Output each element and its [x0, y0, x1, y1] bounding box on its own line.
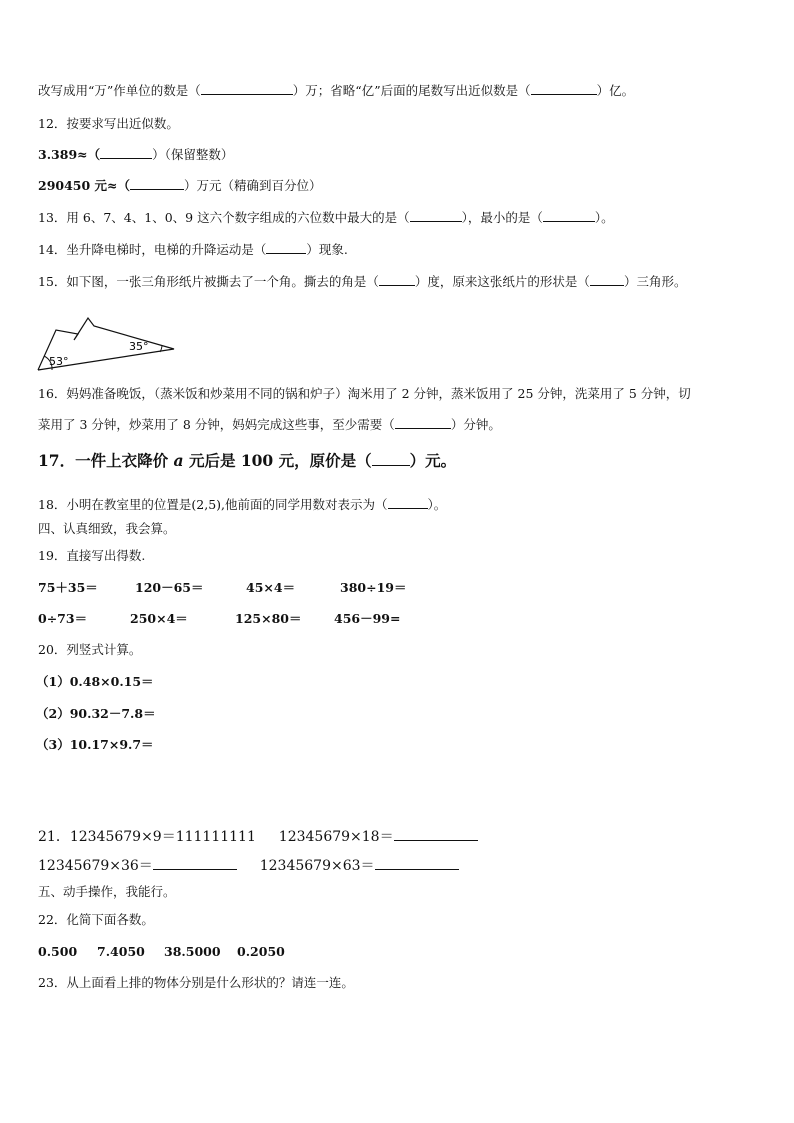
q13: 13．用 6、7、4、1、0、9 这六个数字组成的六位数中最大的是（ ），最小的是（ ）。 — [38, 210, 614, 225]
q22-num-4: 0.2050 — [237, 944, 285, 959]
torn-triangle-figure — [34, 312, 184, 374]
q22-title: 22．化简下面各数。 — [38, 912, 154, 927]
q12-line2: 290450 元≈（ ）万元（精确到百分位） — [38, 178, 322, 193]
answer-blank[interactable] — [379, 284, 415, 286]
q12-title: 12．按要求写出近似数。 — [38, 116, 179, 131]
answer-line[interactable] — [394, 839, 478, 841]
answer-line[interactable] — [375, 868, 459, 870]
answer-blank[interactable] — [590, 284, 624, 286]
q20-item-1: （1）0.48×0.15＝ — [36, 674, 154, 689]
answer-blank[interactable] — [395, 427, 451, 429]
q19-r2c1: 0÷73＝ — [38, 611, 88, 626]
q22-num-3: 38.5000 — [164, 944, 221, 959]
q19-r2c4: 456－99= — [334, 611, 401, 626]
section-5-heading: 五、动手操作，我能行。 — [38, 884, 176, 899]
q21-line1: 21．12345679×9＝111111111 12345679×18＝ — [38, 829, 478, 845]
answer-line[interactable] — [153, 868, 237, 870]
q19-r1c2: 120－65＝ — [135, 580, 204, 595]
q22-num-2: 7.4050 — [97, 944, 145, 959]
q19-r1c4: 380÷19＝ — [340, 580, 407, 595]
q11-continuation: 改写成用“万”作单位的数是（ ）万；省略“亿”后面的尾数写出近似数是（ ）亿。 — [38, 83, 635, 98]
answer-blank[interactable] — [266, 252, 306, 254]
answer-blank[interactable] — [372, 464, 410, 466]
q23-title: 23．从上面看上排的物体分别是什么形状的？请连一连。 — [38, 975, 354, 990]
answer-blank[interactable] — [531, 93, 597, 95]
q19-r1c1: 75＋35＝ — [38, 580, 98, 595]
q16-line1: 16．妈妈准备晚饭，（蒸米饭和炒菜用不同的锅和炉子）淘米用了 2 分钟，蒸米饭用了 25 分钟，洗菜用了 5 分钟，切 — [38, 386, 691, 401]
answer-blank[interactable] — [388, 507, 428, 509]
q19-title: 19．直接写出得数. — [38, 548, 146, 563]
q20-item-2: （2）90.32－7.8＝ — [36, 706, 156, 721]
answer-blank[interactable] — [201, 93, 293, 95]
q15: 15．如下图，一张三角形纸片被撕去了一个角。撕去的角是（ ）度，原来这张纸片的形状是（ ）三角形。 — [38, 274, 687, 289]
answer-blank[interactable] — [100, 157, 152, 159]
angle-label-35: 35° — [129, 340, 149, 353]
answer-blank[interactable] — [130, 188, 184, 190]
q12-line1: 3.389≈（ ）（保留整数） — [38, 147, 234, 162]
q22-num-1: 0.500 — [38, 944, 78, 959]
angle-label-53: 53° — [49, 355, 69, 368]
q20-item-3: （3）10.17×9.7＝ — [36, 737, 154, 752]
q21-line2: 12345679×36＝ 12345679×63＝ — [38, 858, 459, 874]
q18: 18．小明在教室里的位置是(2,5),他前面的同学用数对表示为（ ）。 — [38, 497, 447, 512]
q17: 17．一件上衣降价 a 元后是 100 元，原价是（ ）元。 — [38, 451, 457, 470]
answer-blank[interactable] — [543, 220, 595, 222]
q14: 14．坐升降电梯时，电梯的升降运动是（ ）现象. — [38, 242, 348, 257]
variable-a: a — [173, 451, 184, 470]
q20-title: 20．列竖式计算。 — [38, 642, 142, 657]
q16-line2: 菜用了 3 分钟，炒菜用了 8 分钟，妈妈完成这些事，至少需要（ ）分钟。 — [38, 417, 501, 432]
q19-r2c3: 125×80＝ — [235, 611, 302, 626]
answer-blank[interactable] — [410, 220, 462, 222]
section-4-heading: 四、认真细致，我会算。 — [38, 521, 176, 536]
q19-r1c3: 45×4＝ — [246, 580, 296, 595]
q19-r2c2: 250×4＝ — [130, 611, 188, 626]
